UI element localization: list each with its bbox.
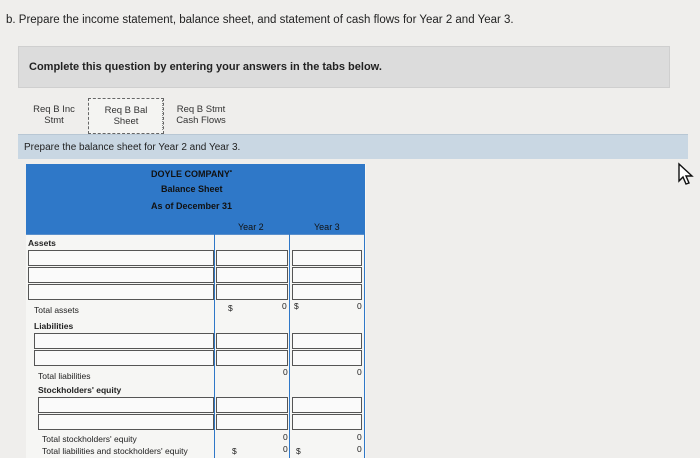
mouse-cursor-icon	[676, 162, 698, 186]
asset-label-input[interactable]	[28, 267, 214, 283]
equity-year2-input[interactable]	[216, 397, 288, 413]
asset-year2-input[interactable]	[216, 250, 288, 266]
liability-label-input[interactable]	[34, 333, 214, 349]
equity-year3-input[interactable]	[292, 397, 362, 413]
assets-label: Assets	[28, 238, 56, 248]
tab-label-line1: Req B Bal	[104, 105, 148, 116]
asset-year3-input[interactable]	[292, 267, 362, 283]
column-divider	[214, 214, 215, 458]
total-stockholders-equity-year3: 0	[357, 432, 362, 442]
liability-label-input[interactable]	[34, 350, 214, 366]
asset-label-input[interactable]	[28, 250, 214, 266]
equity-year3-input[interactable]	[292, 414, 362, 430]
liability-year2-input[interactable]	[216, 333, 288, 349]
equity-label-input[interactable]	[38, 414, 214, 430]
total-liabilities-label: Total liabilities	[38, 371, 91, 381]
balance-sheet-form	[26, 164, 366, 458]
instruction-text: Complete this question by entering your answers in the tabs below.	[29, 61, 382, 73]
tab-label-line2: Cash Flows	[176, 115, 226, 126]
currency-symbol: $	[296, 446, 301, 456]
column-year2-header: Year 2	[238, 222, 264, 232]
column-divider	[364, 164, 365, 458]
total-assets-year2: 0	[282, 301, 287, 311]
tab-label-line2: Sheet	[113, 116, 139, 127]
tab-req-b-inc-stmt[interactable]	[26, 98, 82, 132]
tab-separator	[162, 100, 164, 130]
header-divider	[26, 234, 364, 235]
tab-label-line2: Stmt	[44, 115, 64, 126]
asset-year3-input[interactable]	[292, 250, 362, 266]
stockholders-equity-label: Stockholders' equity	[38, 385, 122, 395]
tab-label-line1: Req B Inc	[33, 104, 75, 115]
statement-title: Balance Sheet	[161, 184, 223, 194]
tab-req-b-stmt-cash-flows[interactable]	[166, 98, 236, 132]
asset-label-input[interactable]	[28, 284, 214, 300]
total-assets-label: Total assets	[34, 305, 79, 315]
company-name: DOYLE COMPANY•	[151, 169, 232, 179]
equity-label-input[interactable]	[38, 397, 214, 413]
column-year3-header: Year 3	[314, 222, 340, 232]
total-liabilities-equity-label: Total liabilities and stockholders' equity	[42, 446, 188, 456]
total-liabilities-equity-year2: 0	[283, 444, 288, 454]
total-stockholders-equity-year2: 0	[283, 432, 288, 442]
prompt-bar	[18, 134, 688, 159]
total-liabilities-year2: 0	[283, 367, 288, 377]
column-divider	[289, 214, 290, 458]
liability-year3-input[interactable]	[292, 350, 362, 366]
liability-year2-input[interactable]	[216, 350, 288, 366]
liability-year3-input[interactable]	[292, 333, 362, 349]
statement-date: As of December 31	[151, 201, 233, 211]
currency-symbol: $	[232, 446, 237, 456]
question-text: b. Prepare the income statement, balance sheet, and statement of cash flows for Year 2 and Year 3.	[6, 14, 514, 26]
total-liabilities-equity-year3: 0	[357, 444, 362, 454]
asset-year2-input[interactable]	[216, 284, 288, 300]
tab-label-line1: Req B Stmt	[176, 104, 226, 115]
currency-symbol: $	[228, 303, 233, 313]
tab-req-b-bal-sheet[interactable]	[88, 98, 164, 134]
sheet-header	[26, 164, 364, 234]
instruction-box	[18, 46, 670, 88]
equity-year2-input[interactable]	[216, 414, 288, 430]
prompt-text: Prepare the balance sheet for Year 2 and Year 3.	[24, 142, 241, 153]
liabilities-label: Liabilities	[34, 321, 74, 331]
total-stockholders-equity-label: Total stockholders' equity	[42, 434, 137, 444]
currency-symbol: $	[294, 301, 299, 311]
asset-year2-input[interactable]	[216, 267, 288, 283]
asset-year3-input[interactable]	[292, 284, 362, 300]
total-assets-year3: 0	[357, 301, 362, 311]
total-liabilities-year3: 0	[357, 367, 362, 377]
